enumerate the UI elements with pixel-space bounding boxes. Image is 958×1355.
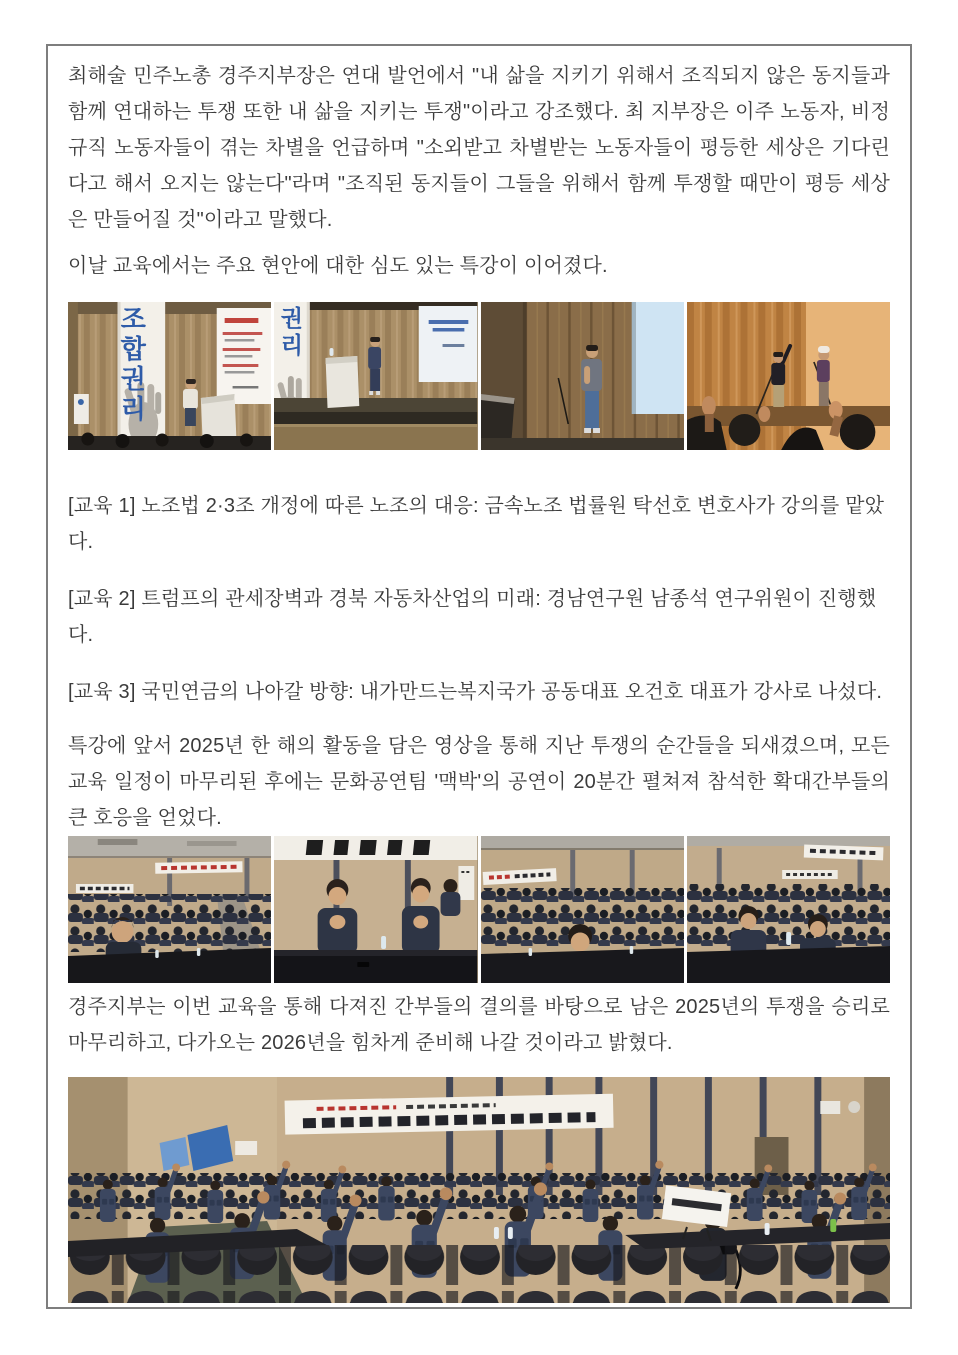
photo-stage-banner-speaker	[68, 302, 271, 450]
photo-lecturer-wood-wall	[481, 302, 684, 450]
photo-illustration	[481, 302, 684, 450]
photo-audience-rows	[687, 836, 890, 983]
vertical-banner-text: 조합권리	[116, 304, 147, 425]
photo-illustration	[68, 1077, 890, 1303]
photo-illustration	[68, 836, 271, 983]
edu-item-3: [교육 3] 국민연금의 나아갈 방향: 내가만드는복지국가 공동대표 오건호 대표가 강사로 나섰다.	[68, 681, 883, 703]
paragraph-closing: 경주지부는 이번 교육을 통해 다져진 간부들의 결의를 바탕으로 남은 2025년의 투쟁을 승리로 마무리하고, 다가오는 2026년을 힘차게 준비해 나갈 것이라고 밝혔다.	[68, 996, 890, 1054]
paragraph-intro: 이날 교육에서는 주요 현안에 대한 심도 있는 특강이 이어졌다.	[68, 255, 608, 277]
photo-illustration	[687, 836, 890, 983]
vertical-banner-text: 권리	[277, 306, 304, 361]
photo-illustration	[274, 302, 477, 450]
photo-row-audience	[68, 836, 890, 983]
photo-stage-lecturer-screen	[274, 302, 477, 450]
paragraph-performance: 특강에 앞서 2025년 한 해의 활동을 담은 영상을 통해 지난 투쟁의 순간들을 되새겼으며, 모든 교육 일정이 마무리된 후에는 문화공연팀 '맥박'의 공연이 20분간 펼쳐져 참석한 확대간부들의 큰 호응을 얻었다.	[68, 735, 890, 829]
edu-item-2: [교육 2] 트럼프의 관세장벽과 경북 자동차산업의 미래: 경남연구원 남종석 연구위원이 진행했다.	[68, 588, 877, 646]
photo-standing-fists	[68, 1077, 890, 1303]
photo-illustration	[274, 836, 477, 983]
photo-audience-wide	[68, 836, 271, 983]
document-content	[48, 46, 910, 1303]
photo-illustration	[687, 302, 890, 450]
photo-audience-seated	[481, 836, 684, 983]
document-page	[46, 44, 912, 1309]
photo-row-lectures	[68, 302, 890, 450]
photo-illustration	[481, 836, 684, 983]
photo-performers-stage	[687, 302, 890, 450]
edu-item-1: [교육 1] 노조법 2·3조 개정에 따른 노조의 대응: 금속노조 법률원 탁선호 변호사가 강의를 맡았다.	[68, 495, 885, 553]
paragraph-speech: 최해술 민주노총 경주지부장은 연대 발언에서 "내 삶을 지키기 위해서 조직되지 않은 동지들과 함께 연대하는 투쟁 또한 내 삶을 지키는 투쟁"이라고 강조했다. 최 지부장은 이주 노동자, 비정규직 노동자들이 겪는 차별을 언급하며 "소외받고 차별받는 노동자들이 평등한 세상은 기다린다고 해서 오지는 않는다"라며 "조직된 동지들이 그들을 위해서 함께 투쟁할 때만이 평등 세상은 만들어질 것"이라고 말했다.	[68, 65, 890, 231]
photo-attendees-clapping	[274, 836, 477, 983]
photo-illustration	[68, 302, 271, 450]
